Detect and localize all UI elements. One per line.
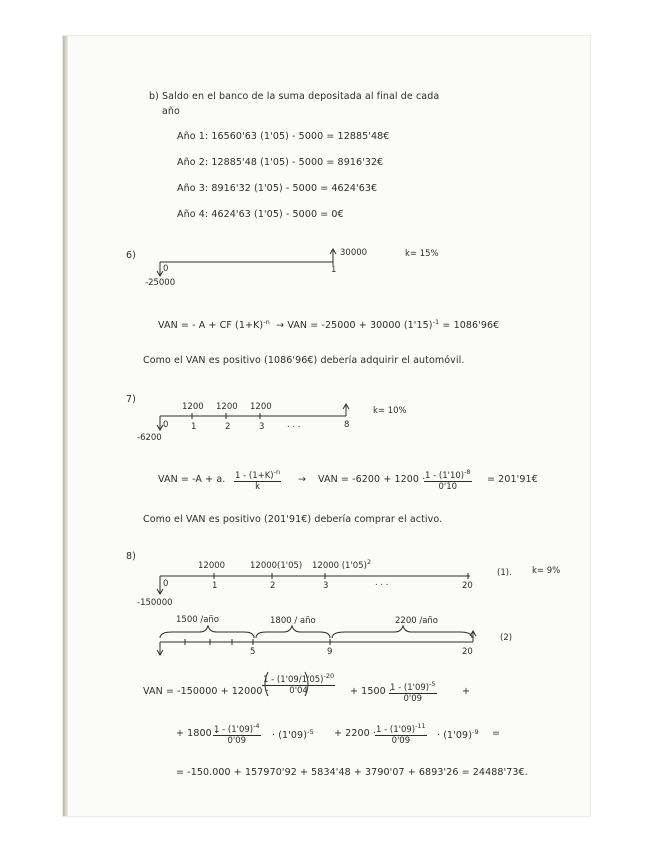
p8-van-line2-eq: = <box>492 728 501 739</box>
p6-conclusion: Como el VAN es positivo (1086'96€) debería adquirir el automóvil. <box>143 355 465 366</box>
p8-van-fraction-4: $\frac{1 - (1'09)^{-11}}{0'09}$ <box>376 722 426 746</box>
p8-van-result: = -150.000 + 157970'92 + 5834'48 + 3790'07 + 6893'26 = 24488'73€. <box>176 767 528 778</box>
p8-outflow: -150000 <box>137 598 173 608</box>
p8-cf3: 12000 $(1'05)^2$ <box>312 558 372 571</box>
p7-mid: VAN = -6200 + 1200 · <box>318 474 426 485</box>
problem-8-number: 8) <box>126 551 136 562</box>
p7-tick: . . . <box>287 420 301 430</box>
p7-fraction-2: $\frac{1 - (1'10)^{-8}}{0'10}$ <box>425 468 471 492</box>
p6-tick-1: 1 <box>331 265 337 275</box>
p8-van-line2-mid: · $(1'09)^{-5}$ <box>272 728 314 742</box>
p8-van-fraction-1: $\frac{1 - (1'09/1'05)^{-20}}{0'04}$ <box>262 666 335 696</box>
part-b-heading: b) Saldo en el banco de la suma depositada al final de cada <box>149 91 440 102</box>
p7-lhs: VAN = -A + a. <box>158 474 226 485</box>
p8-timeline-tag-2: (2) <box>500 633 513 643</box>
p8-van-line1-mid: + 1500 · <box>350 686 392 697</box>
timeline-6 <box>157 249 336 276</box>
p7-tick: 0 <box>163 420 169 430</box>
p7-fraction-1: $\frac{1 - (1+K)^{-n}}{k}$ <box>235 468 281 492</box>
p8-van-fraction-3: $\frac{1 - (1'09)^{-4}}{0'09}$ <box>214 722 260 746</box>
p8-rate: k= 9% <box>532 566 561 576</box>
p7-tick: 3 <box>259 422 265 432</box>
p8-segment-1: 1500 /año <box>176 615 219 625</box>
p7-payment: 1200 <box>216 402 238 412</box>
p6-outflow: -25000 <box>145 278 176 288</box>
timeline-8b <box>157 626 476 655</box>
p7-result: = 201'91€ <box>487 474 538 485</box>
p8-van-line2-plus: + 2200 · <box>334 728 376 739</box>
p7-tick: 2 <box>225 422 231 432</box>
p7-payment: 1200 <box>182 402 204 412</box>
p7-payment: 1200 <box>250 402 272 412</box>
p6-tick-0: 0 <box>163 264 169 274</box>
p8-van-line1-lhs: VAN = -150000 + 12000 · <box>143 686 269 697</box>
part-b-row: Año 4: 4624'63 (1'05) - 5000 = 0€ <box>177 209 344 220</box>
p7-arrow: → <box>298 474 307 485</box>
p7-outflow: -6200 <box>137 433 162 443</box>
p8-cf2: 12000(1'05) <box>250 561 303 571</box>
p8-timeline-tag-1: (1). <box>497 568 512 578</box>
part-b-heading-cont: año <box>162 106 180 117</box>
p8-van-line2-lhs: + 1800 · <box>176 728 218 739</box>
problem-6-number: 6) <box>126 250 136 261</box>
p6-inflow: 30000 <box>340 248 368 258</box>
p8-tick: 20 <box>462 581 473 591</box>
p7-tick: 1 <box>191 422 197 432</box>
p8-tick: 0 <box>163 579 169 589</box>
p8-tick: 3 <box>323 581 329 591</box>
p8-tick2: 5 <box>250 647 256 657</box>
p7-rate: k= 10% <box>373 406 407 416</box>
timeline-8a <box>157 573 470 594</box>
p7-tick: 8 <box>344 420 350 430</box>
p8-van-line2-tail: · $(1'09)^{-9}$ <box>437 728 479 742</box>
p8-tick2: 20 <box>462 647 473 657</box>
p6-formula: VAN = - A + CF $(1+K)^{-n}$ → VAN = -25000 + 30000 $(1'15)^{-1}$ = 1086'96€ <box>158 318 500 332</box>
p6-rate: k= 15% <box>405 249 439 259</box>
p8-segment-3: 2200 /año <box>395 616 438 626</box>
p8-cf1: 12000 <box>198 561 226 571</box>
part-b-row: Año 3: 8916'32 (1'05) - 5000 = 4624'63€ <box>177 183 378 194</box>
p8-tick: . . . <box>375 578 389 588</box>
p8-tick2: 9 <box>327 647 333 657</box>
problem-7-number: 7) <box>126 394 136 405</box>
p8-segment-2: 1800 / año <box>270 616 316 626</box>
p8-van-line1-end: + <box>462 686 471 697</box>
p7-conclusion: Como el VAN es positivo (201'91€) debería comprar el activo. <box>143 514 443 525</box>
p8-tick: 1 <box>212 581 218 591</box>
part-b-row: Año 2: 12885'48 (1'05) - 5000 = 8916'32€ <box>177 157 384 168</box>
p8-tick: 2 <box>270 581 276 591</box>
p8-van-fraction-2: $\frac{1 - (1'09)^{-5}}{0'09}$ <box>390 680 436 704</box>
part-b-row: Año 1: 16560'63 (1'05) - 5000 = 12885'48€ <box>177 131 390 142</box>
